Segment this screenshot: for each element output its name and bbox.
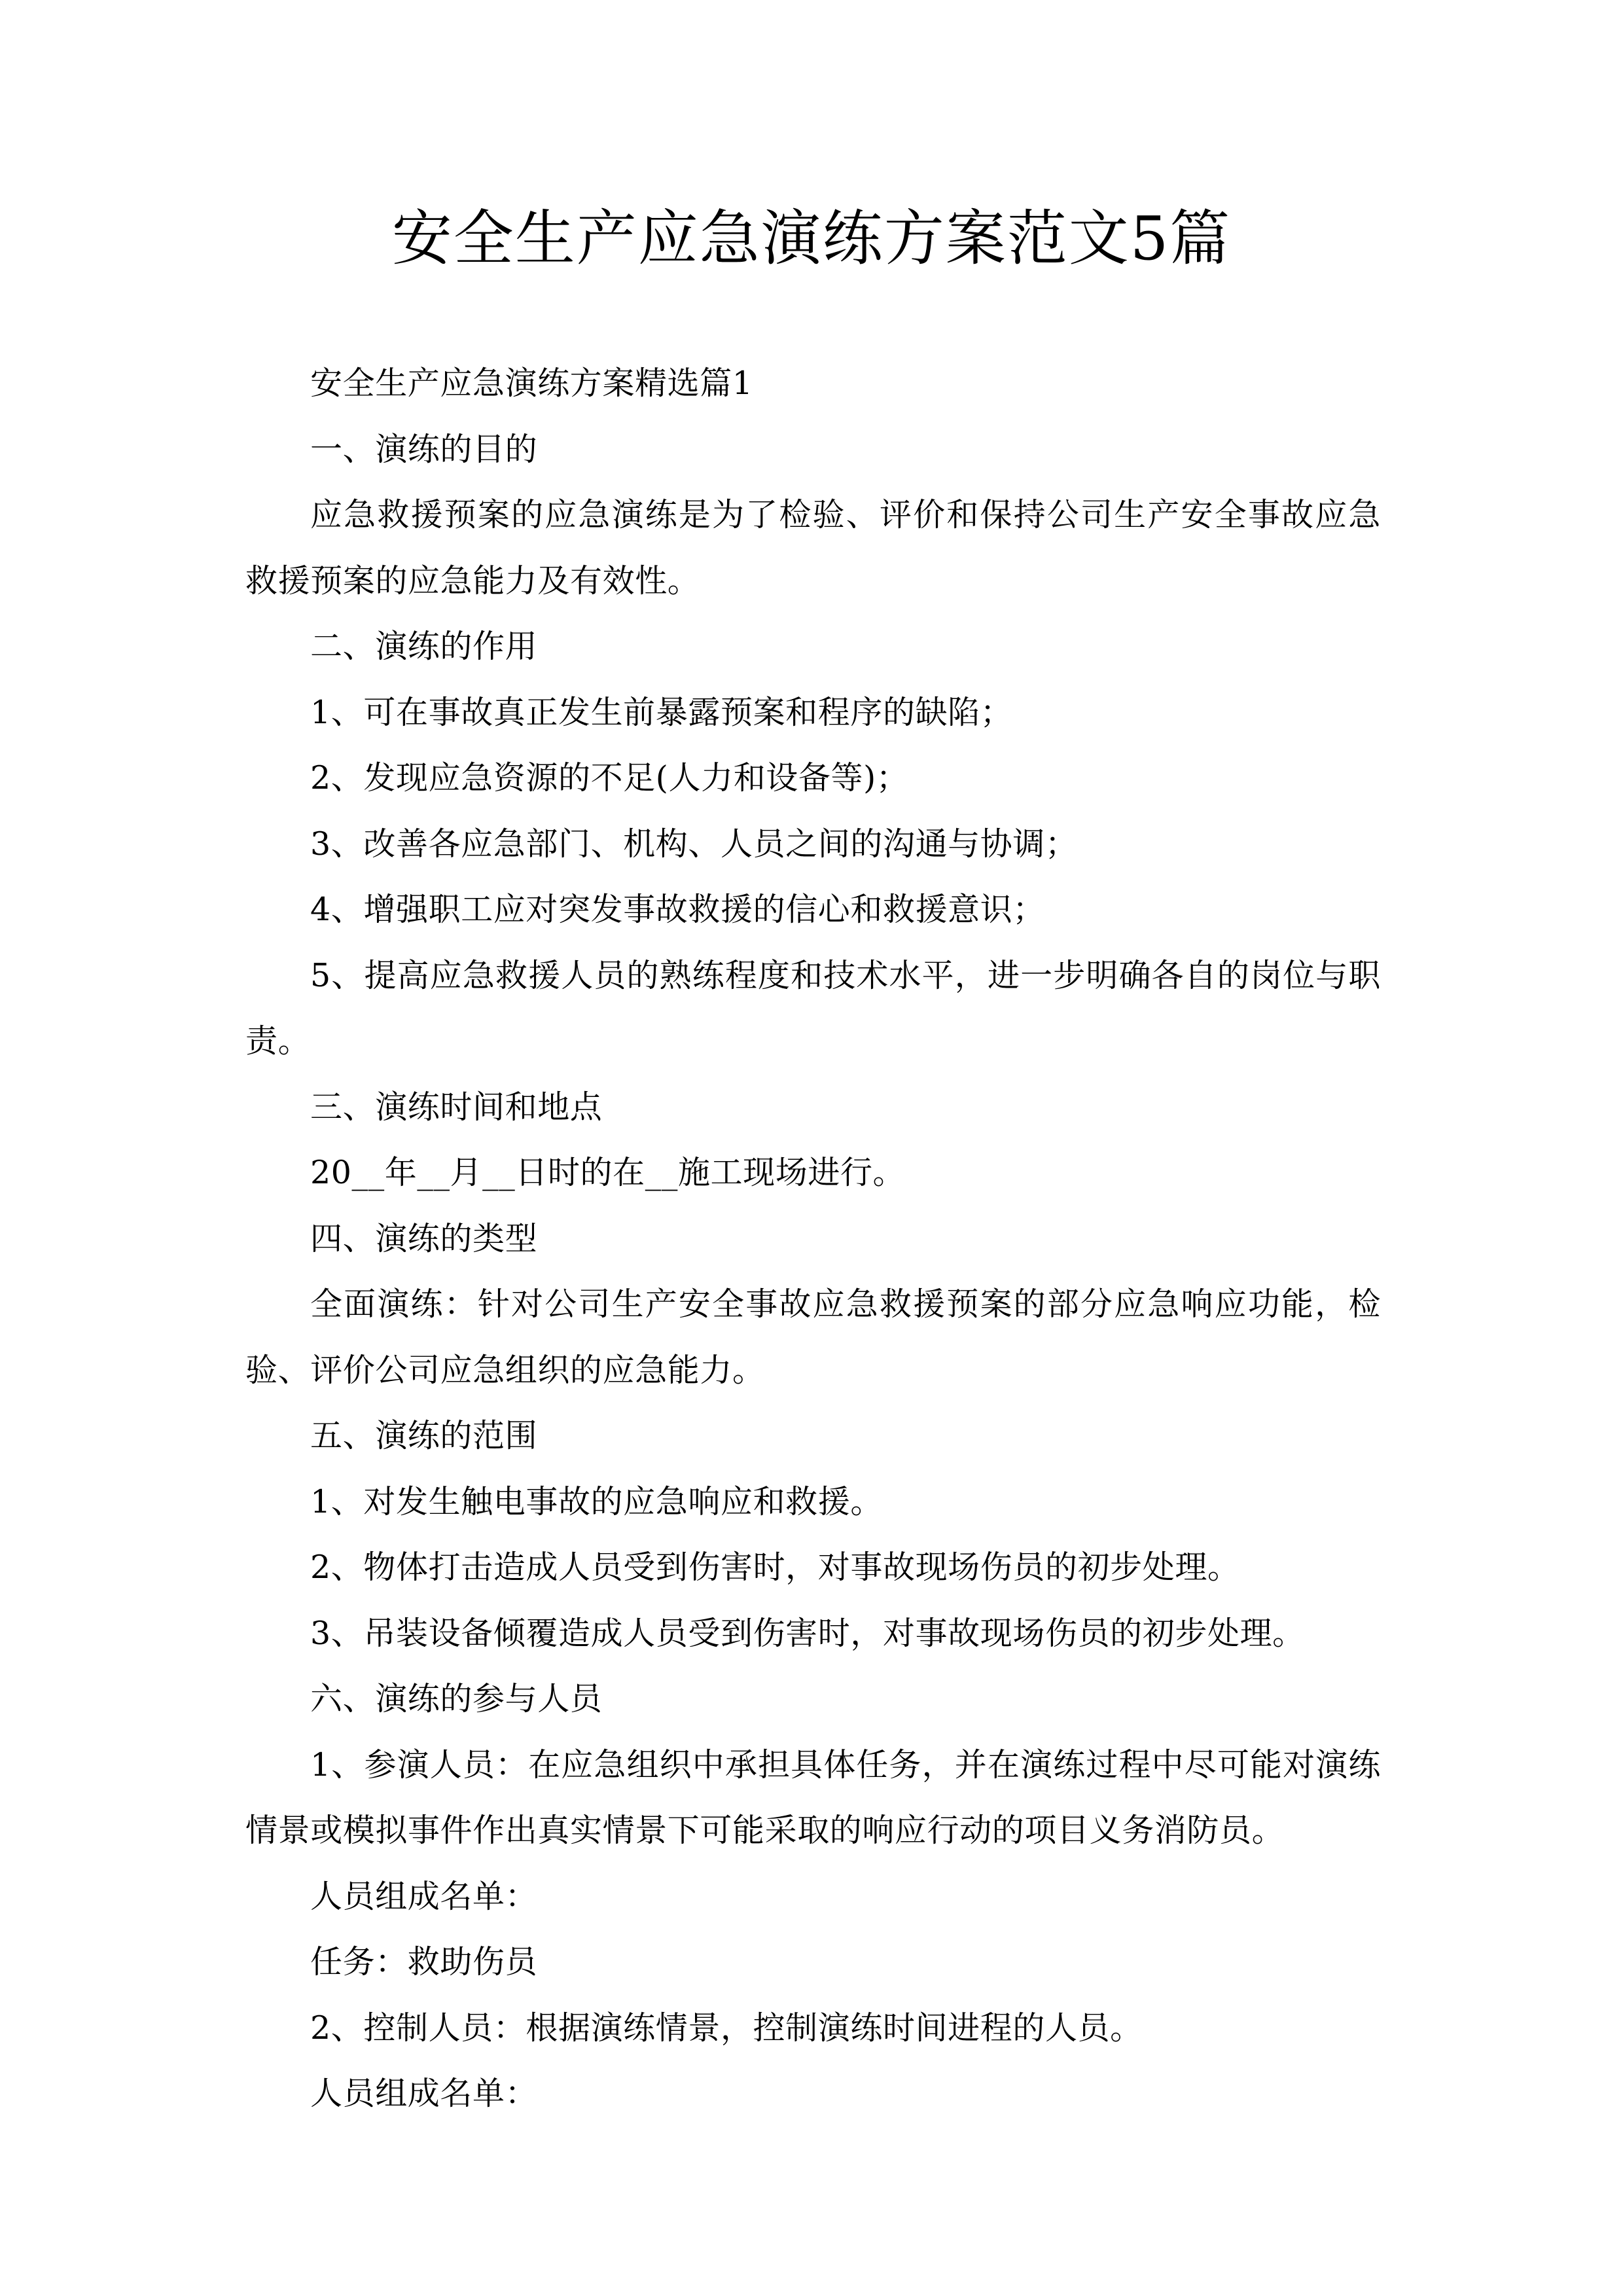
- heading-function: 二、演练的作用: [310, 628, 538, 665]
- list-item: 1、参演人员：在应急组织中承担具体任务，并在演练过程中尽可能对演练情景或模拟事件作出真实情景下可能采取的响应行动的项目义务消防员。: [245, 1746, 1381, 1849]
- task-label: 任务：救助伤员: [310, 1943, 538, 1981]
- document-title: 安全生产应急演练方案范文5篇: [391, 204, 1232, 274]
- heading-type: 四、演练的类型: [310, 1219, 538, 1257]
- roster-label: 人员组成名单：: [310, 1877, 538, 1915]
- roster-label: 人员组成名单：: [310, 2075, 538, 2112]
- heading-time-place: 三、演练时间和地点: [310, 1088, 603, 1126]
- list-item: 3、吊装设备倾覆造成人员受到伤害时，对事故现场伤员的初步处理。: [310, 1614, 1305, 1652]
- section-subtitle: 安全生产应急演练方案精选篇1: [310, 365, 753, 402]
- document-body: [245, 351, 1381, 2127]
- list-item: 2、控制人员：根据演练情景，控制演练时间进程的人员。: [310, 2009, 1143, 2047]
- paragraph-time-place: 20__年__月__日时的在__施工现场进行。: [310, 1154, 906, 1191]
- paragraph-type: 全面演练：针对公司生产安全事故应急救援预案的部分应急响应功能，检验、评价公司应急组织的应急能力。: [245, 1285, 1381, 1389]
- list-item: 1、对发生触电事故的应急响应和救援。: [310, 1482, 883, 1520]
- list-item: 4、增强职工应对突发事故救援的信心和救援意识；: [310, 891, 1045, 928]
- list-item: 3、改善各应急部门、机构、人员之间的沟通与协调；: [310, 825, 1078, 863]
- list-item: 2、物体打击造成人员受到伤害时，对事故现场伤员的初步处理。: [310, 1549, 1240, 1586]
- heading-scope: 五、演练的范围: [310, 1417, 538, 1454]
- paragraph-purpose: 应急救援预案的应急演练是为了检验、评价和保持公司生产安全事故应急救援预案的应急能力及有效性。: [245, 496, 1381, 600]
- heading-purpose: 一、演练的目的: [310, 430, 538, 468]
- list-item: 5、提高应急救援人员的熟练程度和技术水平，进一步明确各自的岗位与职责。: [245, 956, 1381, 1060]
- heading-participants: 六、演练的参与人员: [310, 1680, 603, 1717]
- list-item: 2、发现应急资源的不足(人力和设备等)；: [310, 759, 909, 797]
- list-item: 1、可在事故真正发生前暴露预案和程序的缺陷；: [310, 693, 1013, 731]
